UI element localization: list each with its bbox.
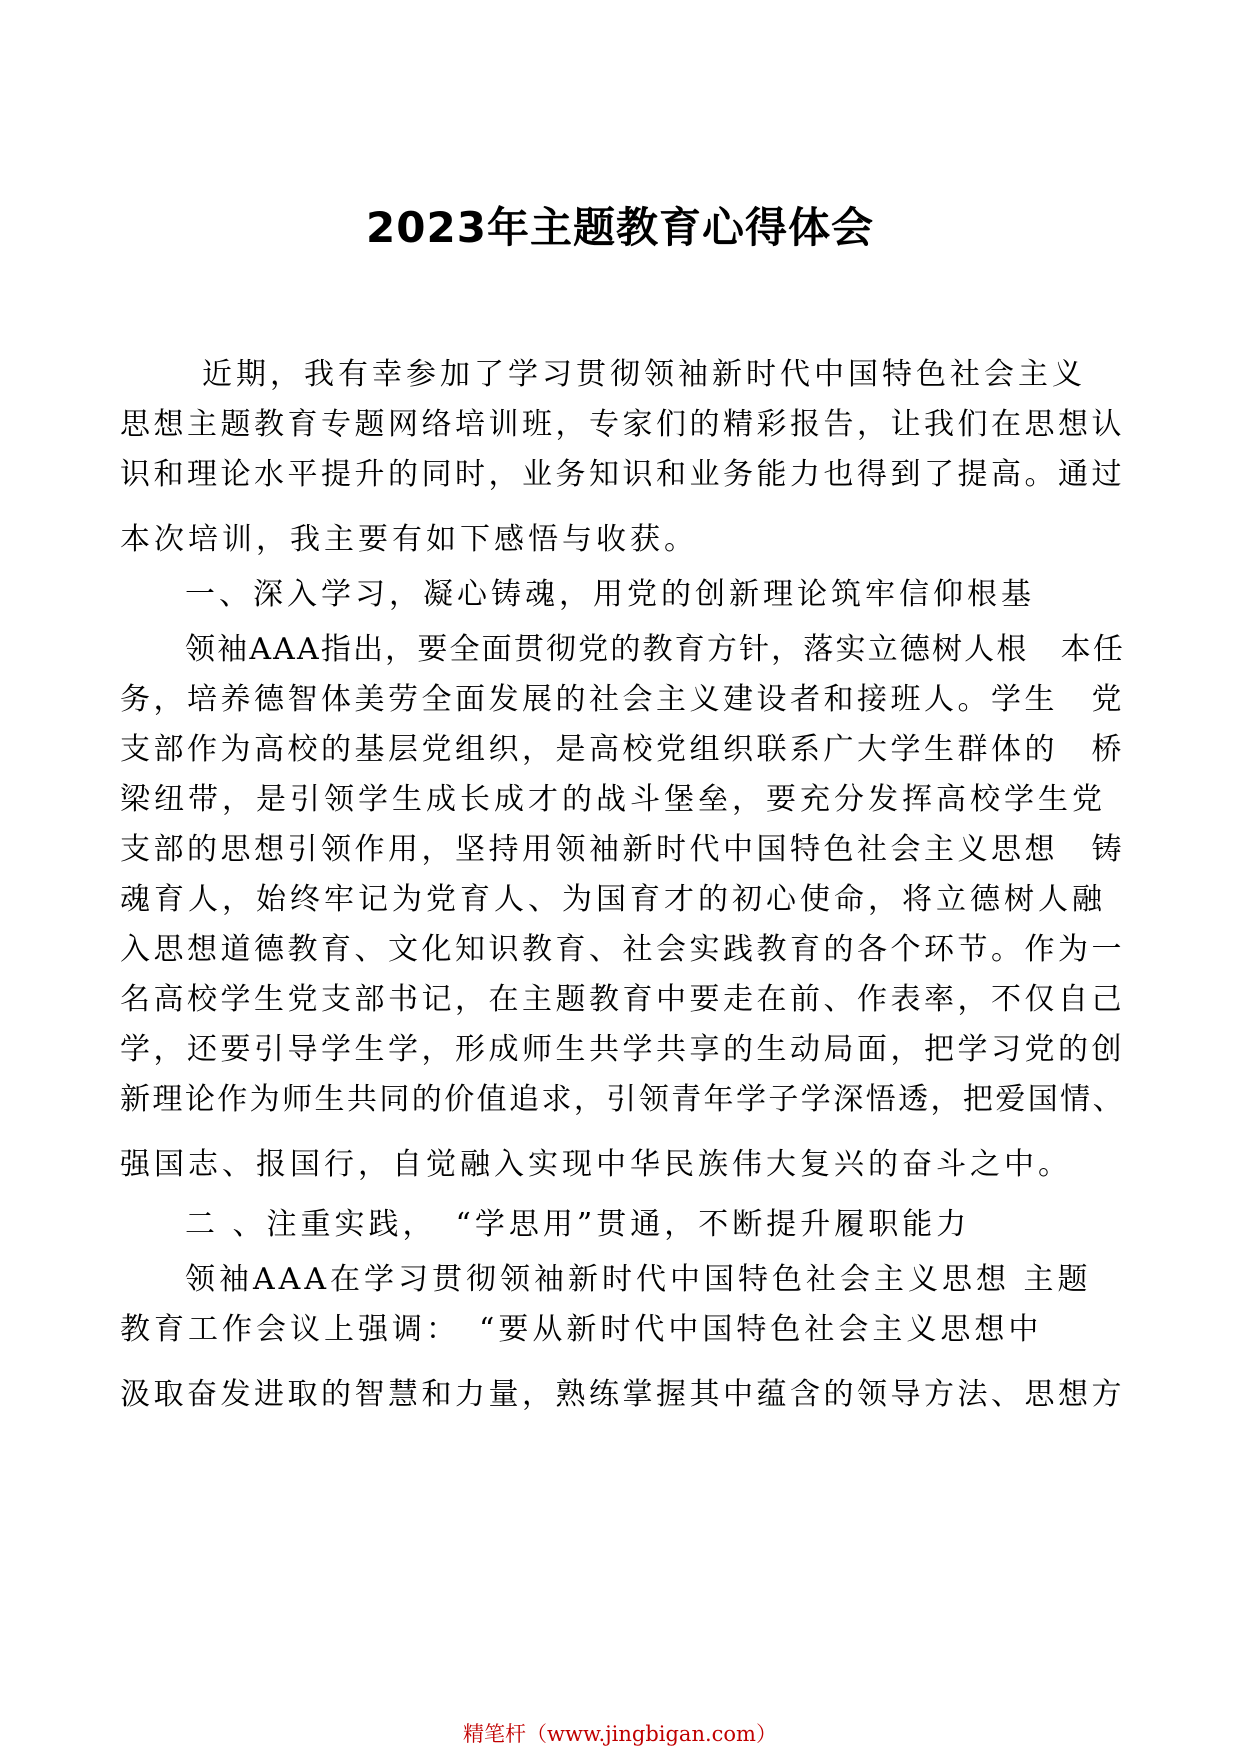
- section-heading: 一、深入学习，凝心铸魂，用党的创新理论筑牢信仰根基: [185, 577, 1035, 612]
- body-line: 务，培养德智体美劳全面发展的社会主义建设者和接班人。学生 党: [120, 682, 1125, 717]
- body-line: 梁纽带，是引领学生成长成才的战斗堡垒，要充分发挥高校学生党: [120, 782, 1106, 817]
- body-line: 支部的思想引领作用，坚持用领袖新时代中国特色社会主义思想 铸: [120, 832, 1125, 867]
- document-title: 2023年主题教育心得体会: [366, 203, 874, 252]
- body-line: 教育工作会议上强调： “要从新时代中国特色社会主义思想中: [120, 1312, 1043, 1347]
- section-heading: 二 、注重实践， “学思用”贯通，不断提升履职能力: [185, 1207, 971, 1242]
- footer-watermark: 精笔杆（www.jingbigan.com）: [463, 1722, 777, 1746]
- body-line: 汲取奋发进取的智慧和力量，熟练掌握其中蕴含的领导方法、思想方: [120, 1377, 1125, 1412]
- body-line: 领袖AAA指出，要全面贯彻党的教育方针，落实立德树人根 本任: [185, 632, 1125, 667]
- body-line: 入思想道德教育、文化知识教育、社会实践教育的各个环节。作为一: [120, 932, 1125, 967]
- body-line: 识和理论水平提升的同时，业务知识和业务能力也得到了提高。通过: [120, 457, 1125, 492]
- body-line: 思想主题教育专题网络培训班，专家们的精彩报告，让我们在思想认: [120, 407, 1125, 442]
- body-line: 本次培训，我主要有如下感悟与收获。: [120, 522, 698, 557]
- body-line: 魂育人，始终牢记为党育人、为国育才的初心使命，将立德树人融: [120, 882, 1106, 917]
- body-line: 名高校学生党支部书记，在主题教育中要走在前、作表率，不仅自己: [120, 982, 1125, 1017]
- body-line: 领袖AAA在学习贯彻领袖新时代中国特色社会主义思想 主题: [185, 1262, 1092, 1297]
- body-line: 新理论作为师生共同的价值追求，引领青年学子学深悟透，把爱国情、: [120, 1082, 1125, 1117]
- body-line: 学，还要引导学生学，形成师生共学共享的生动局面，把学习党的创: [120, 1032, 1125, 1067]
- body-line: 近期，我有幸参加了学习贯彻领袖新时代中国特色社会主义: [202, 357, 1086, 392]
- body-line: 支部作为高校的基层党组织，是高校党组织联系广大学生群体的 桥: [120, 732, 1125, 767]
- body-line: 强国志、报国行，自觉融入实现中华民族伟大复兴的奋斗之中。: [120, 1147, 1072, 1182]
